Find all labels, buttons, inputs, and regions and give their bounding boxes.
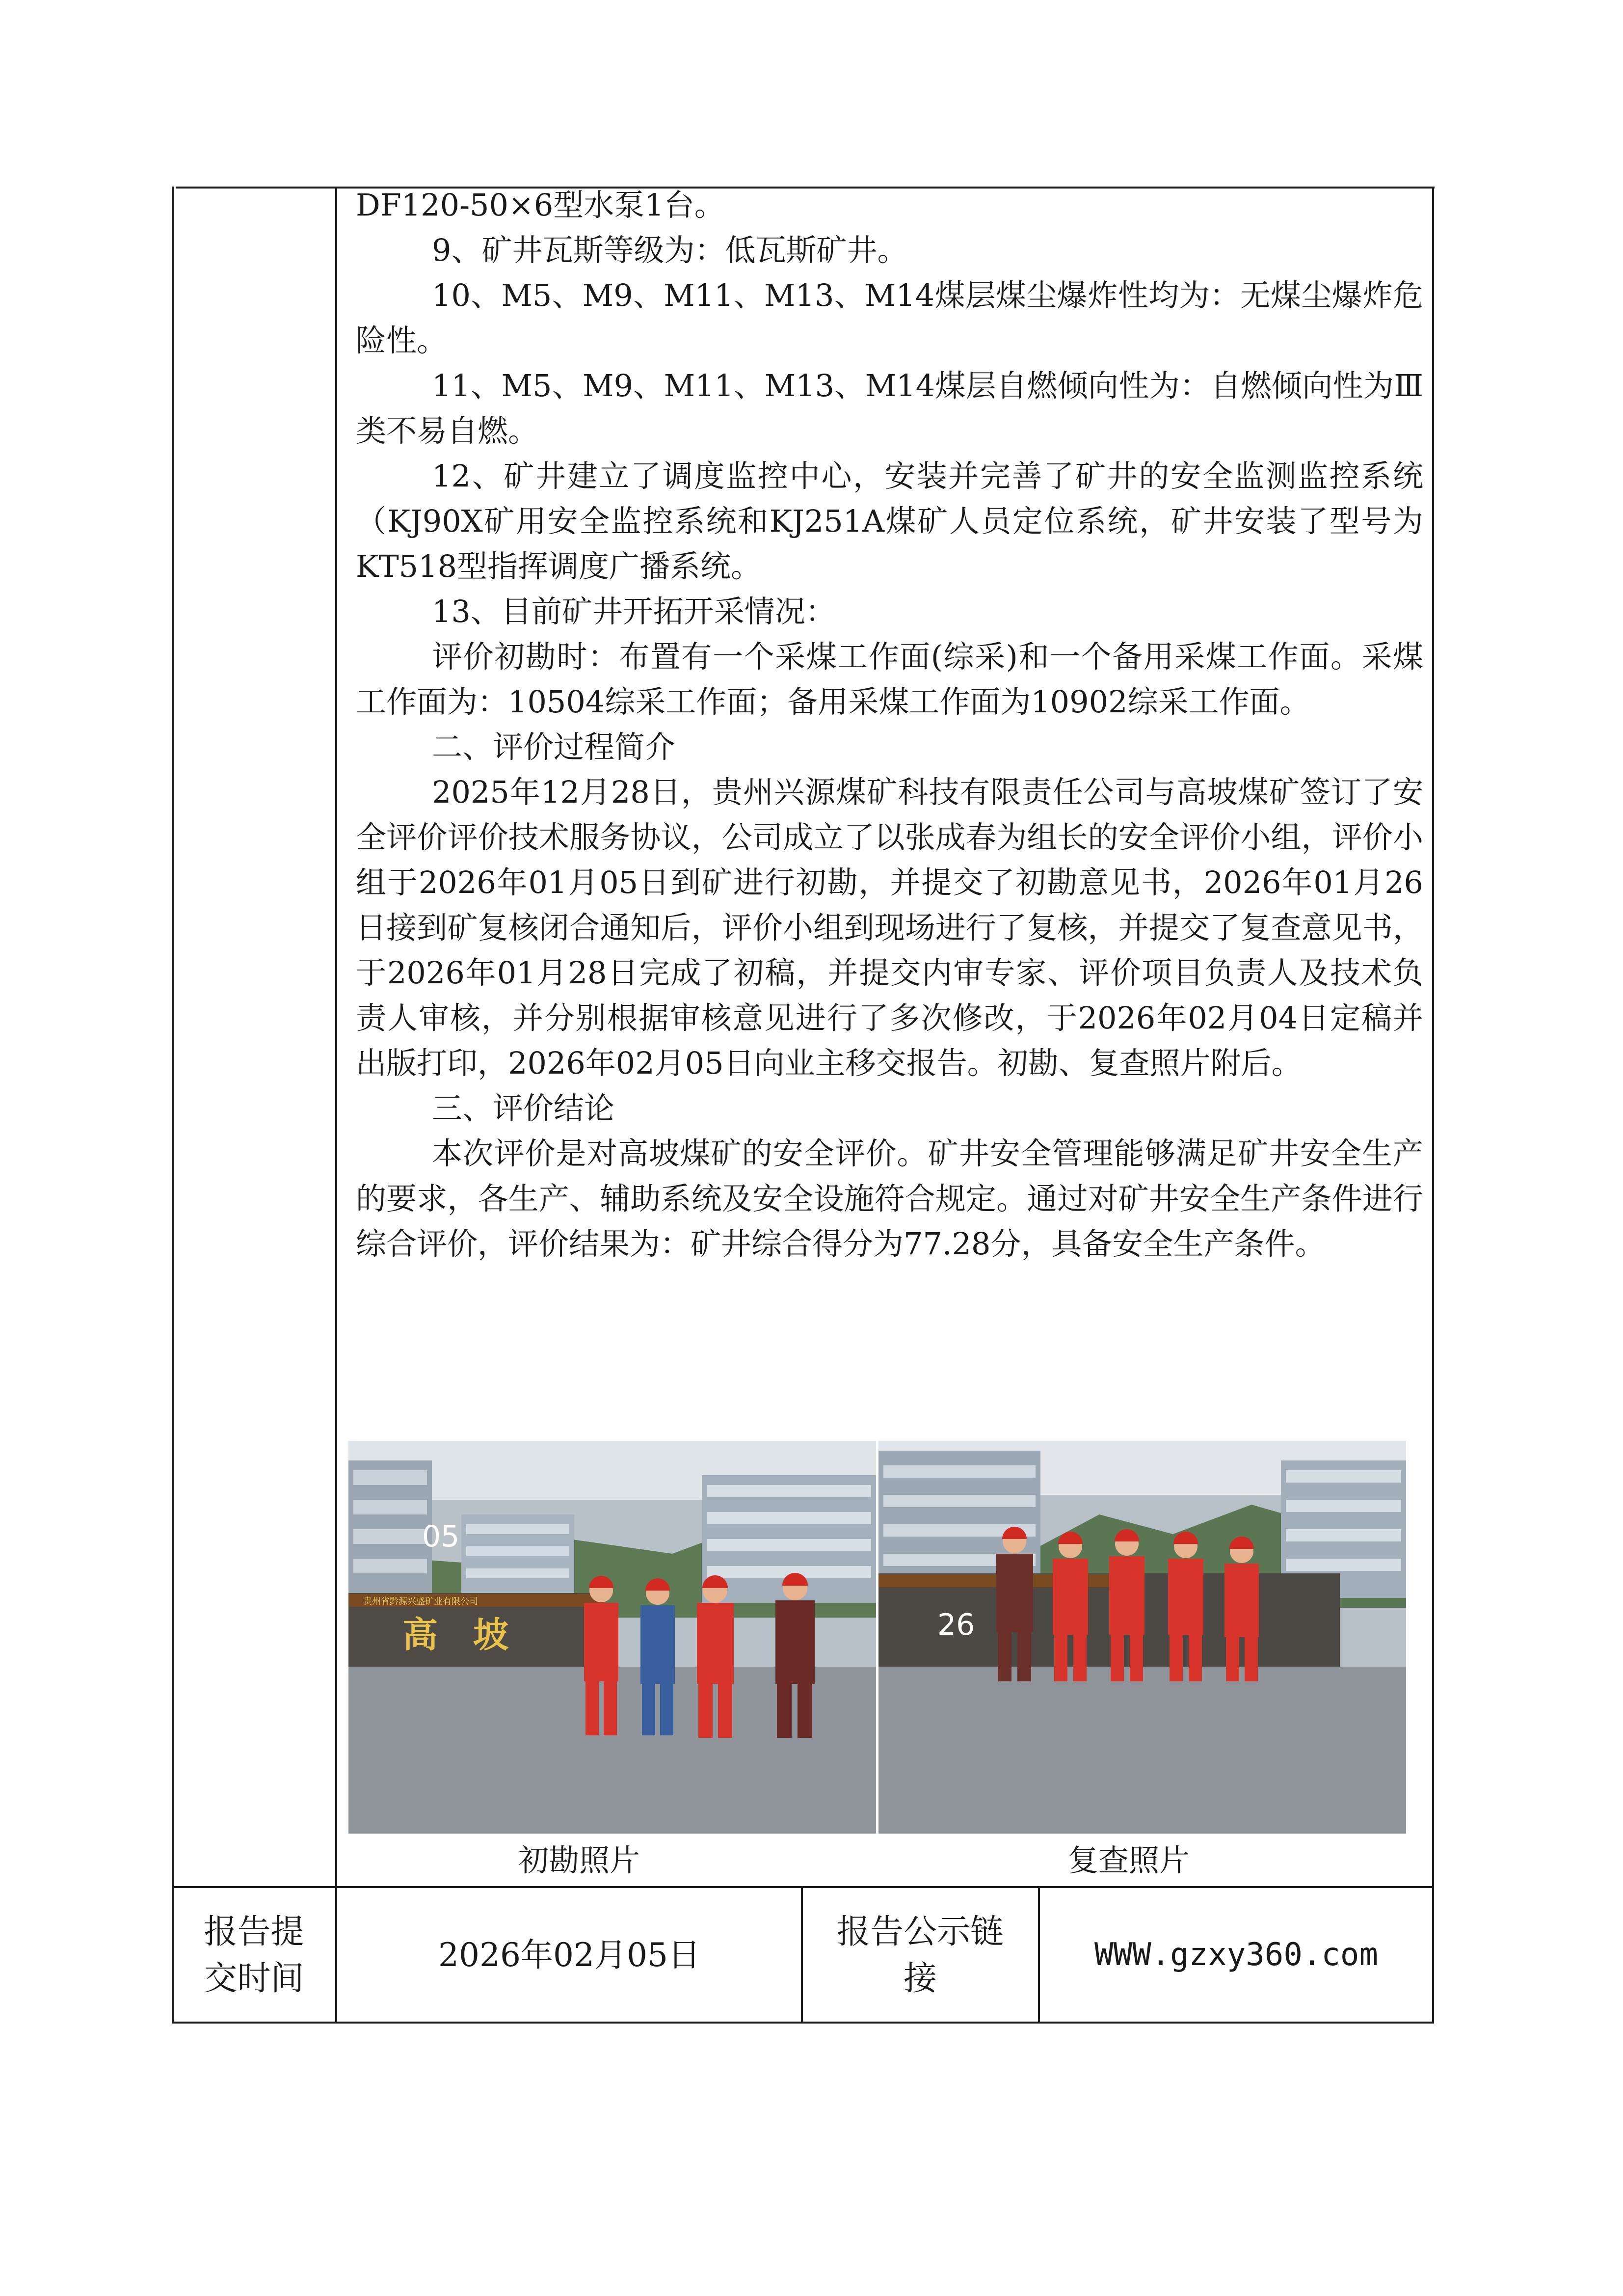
heading-evaluation-process: 二、评价过程简介: [432, 729, 676, 765]
paragraph-monitoring: 12、矿井建立了调度监控中心，安装并完善了矿井的安全监测监控系统（KJ90X矿用安全监控系统和KJ251A煤矿人员定位系统，矿井安装了型号为KT518型指挥调度广播系统。: [356, 458, 1423, 584]
paragraph-gas-level: 9、矿井瓦斯等级为：低瓦斯矿井。: [432, 232, 908, 268]
table-bottom-border: [172, 2022, 1434, 2024]
date-stamp-text: 26: [937, 1608, 975, 1642]
company-sign-text: 贵州省黔源兴盛矿业有限公司: [363, 1596, 478, 1607]
paragraph-mining-status: 13、目前矿井开拓开采情况：: [432, 594, 836, 629]
paragraph-coal-dust: 10、M5、M9、M11、M13、M14煤层煤尘爆炸性均为：无煤尘爆炸危险性。: [356, 277, 1423, 358]
label-column-divider: [335, 187, 337, 2024]
paragraph-pump: DF120-50×6型水泵1台。: [356, 187, 725, 223]
public-link-value[interactable]: WWW.gzxy360.com: [1094, 1936, 1378, 1973]
footer-row-divider-1: [801, 1886, 803, 2024]
public-link-label: 报告公示链接: [836, 1912, 1004, 1998]
initial-survey-photo: [348, 1441, 876, 1834]
paragraph-evaluation-process: 2025年12月28日，贵州兴源煤矿科技有限责任公司与高坡煤矿签订了安全评价评价技术服务协议，公司成立了以张成春为组长的安全评价小组，评价小组于2026年01月05日到矿进行初勘，并提交了初勘意见书，2026年01月26日接到矿复核闭合通知后，评价小组到现场进行了复核，并提交了复查意见书，于2026年01月28日完成了初稿，并提交内审专家、评价项目负责人及技术负责人审核，并分别根据审核意见进行了多次修改，于2026年02月04日定稿并出版打印，2026年02月05日向业主移交报告。初勘、复查照片附后。: [356, 774, 1423, 1081]
report-body: [356, 183, 1423, 1267]
submit-time-label: 报告提交时间: [204, 1912, 304, 1998]
table-left-border: [172, 187, 174, 2024]
date-stamp-text: 05: [422, 1519, 460, 1554]
table-right-border: [1432, 187, 1434, 2024]
review-photo: [878, 1441, 1406, 1834]
paragraph-evaluation-conclusion: 本次评价是对高坡煤矿的安全评价。矿井安全管理能够满足矿井安全生产的要求，各生产、辅助系统及安全设施符合规定。通过对矿井安全生产条件进行综合评价，评价结果为：矿井综合得分为77.28分，具备安全生产条件。: [356, 1135, 1423, 1262]
footer-row-divider-2: [1038, 1886, 1040, 2024]
review-photo-caption: 复查照片: [1067, 1842, 1190, 1878]
paragraph-self-ignition: 11、M5、M9、M11、M13、M14煤层自燃倾向性为：自燃倾向性为Ⅲ类不易自燃。: [356, 368, 1423, 449]
mine-name-sign-text: 高 坡: [402, 1614, 509, 1655]
submit-time-value: 2026年02月05日: [438, 1936, 700, 1974]
paragraph-working-faces: 评价初勘时：布置有一个采煤工作面(综采)和一个备用采煤工作面。采煤工作面为：10504综采工作面；备用采煤工作面为10902综采工作面。: [356, 639, 1423, 720]
initial-survey-photo-caption: 初勘照片: [518, 1842, 640, 1878]
heading-evaluation-conclusion: 三、评价结论: [432, 1090, 615, 1126]
